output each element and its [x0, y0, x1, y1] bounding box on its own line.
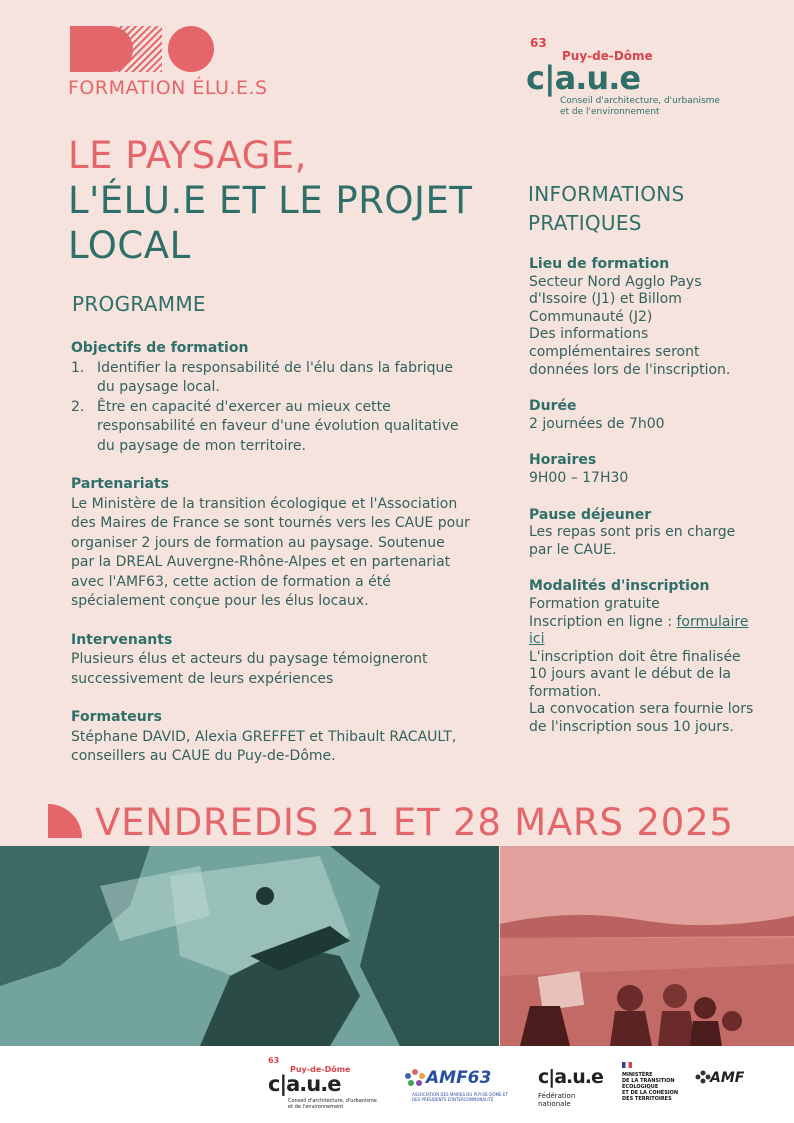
photo-hands-on-map [0, 846, 499, 1046]
modalites-section [529, 578, 754, 736]
footer-amf-logo: AMF [694, 1068, 754, 1104]
infos-content [529, 256, 754, 756]
partenariats-heading: Partenariats [71, 476, 170, 492]
infos-heading-line-2: PRATIQUES [528, 211, 642, 235]
title-line-2: L'ÉLU.E ET LE PROJET [68, 179, 473, 222]
programme-heading: PROGRAMME [72, 292, 206, 316]
list-item: 1. Identifier la responsabilité de l'élu dans la fabrique du paysage local. [71, 359, 454, 395]
programme-content [71, 339, 471, 786]
caue-subtitle-1: Conseil d'architecture, d'urbanisme [560, 96, 720, 106]
pause-heading: Pause déjeuner [529, 506, 652, 523]
caue-number: 63 [530, 36, 547, 50]
date-banner: VENDREDIS 21 ET 28 MARS 2025 [95, 801, 734, 844]
title-line-1: LE PAYSAGE, [68, 134, 307, 177]
infos-heading-line-1: INFORMATIONS [528, 182, 685, 206]
date-accent-shape [48, 804, 82, 838]
pause-text: Les repas sont pris en charge par le CAUE. [529, 524, 736, 558]
duree-text: 2 journées de 7h00 [529, 415, 665, 432]
modalites-line-4: La convocation sera fournie lors de l'inscription sous 10 jours. [529, 701, 754, 736]
infos-heading [528, 180, 758, 238]
caue-acronym: c|a.u.e [526, 59, 641, 97]
objectifs-section [71, 339, 471, 456]
photo-group-landscape [500, 846, 794, 1046]
partenariats-section [71, 475, 471, 612]
modalites-heading: Modalités d'inscription [529, 578, 710, 595]
formateurs-heading: Formateurs [71, 709, 162, 725]
lieu-section [529, 256, 754, 379]
intervenants-section [71, 631, 471, 690]
horaires-text: 9H00 – 17H30 [529, 469, 629, 486]
formateurs-section [71, 708, 471, 767]
objectifs-heading: Objectifs de formation [71, 340, 249, 356]
modalites-line-3: L'inscription doit être finalisée 10 jours avant le début de la formation. [529, 648, 741, 700]
duree-heading: Durée [529, 398, 577, 415]
lieu-heading: Lieu de formation [529, 256, 670, 272]
footer-caue-federation-logo: c|a.u.e Fédération nationale [538, 1066, 603, 1108]
modalites-line-2: Inscription en ligne : formulaire ici [529, 613, 749, 648]
intervenants-text: Plusieurs élus et acteurs du paysage témoigneront successivement de leurs expériences [71, 651, 428, 687]
intervenants-heading: Intervenants [71, 631, 173, 648]
footer-logos [0, 1046, 794, 1123]
page-title [68, 133, 498, 268]
amf63-emblem-icon [402, 1064, 428, 1090]
formateurs-text: Stéphane DAVID, Alexia GREFFET et Thibault RACAULT, conseillers au CAUE du Puy-de-Dôme. [71, 728, 457, 764]
list-item: 2. Être en capacité d'exercer au mieux cette responsabilité en faveur d'une évolution qualitative du paysage de mon territoire. [71, 398, 459, 454]
title-line-3: LOCAL [68, 224, 191, 267]
lieu-text: Secteur Nord Agglo Pays d'Issoire (J1) et Billom Communauté (J2) [529, 273, 702, 325]
footer-caue-logo: 63 Puy-de-Dôme c|a.u.e Conseil d'architecture, d'urbanisme et de l'environnement [268, 1056, 377, 1110]
formulaire-link[interactable]: formulaire ici [529, 613, 749, 648]
lieu-text-2: Des informations complémentaires seront données lors de l'inscription. [529, 326, 731, 378]
caue-logo [526, 36, 726, 120]
horaires-section [529, 452, 754, 487]
caue-subtitle-2: et de l'environnement [560, 107, 660, 117]
caue-department: Puy-de-Dôme [562, 49, 653, 63]
modalites-line-1: Formation gratuite [529, 595, 660, 612]
footer-ministere-logo: MINISTÈRE DE LA TRANSITION ÉCOLOGIQUE ET DE LA COHÉSION DES TERRITOIRES [622, 1062, 688, 1112]
pause-section [529, 507, 754, 560]
footer-amf63-logo: AMF63 ASSOCIATION DES MAIRES DU PUY-DE-DÔME ET DES PRÉSIDENTS D'INTERCOMMUNALITÉ [402, 1064, 512, 1109]
objectifs-list [71, 359, 471, 457]
duree-section [529, 398, 754, 433]
partenariats-text: Le Ministère de la transition écologique et l'Association des Maires de France se sont tournés vers les CAUE pour organiser 2 jours de formation au paysage. Soutenue par la DREAL Auvergne-Rhône-Alpes et en partenariat avec l'AMF63, cette action de formation a été spécialement conçue pour les élus locaux. [71, 495, 470, 609]
horaires-heading: Horaires [529, 452, 597, 469]
formation-label: FORMATION ÉLU.E.S [68, 77, 268, 99]
